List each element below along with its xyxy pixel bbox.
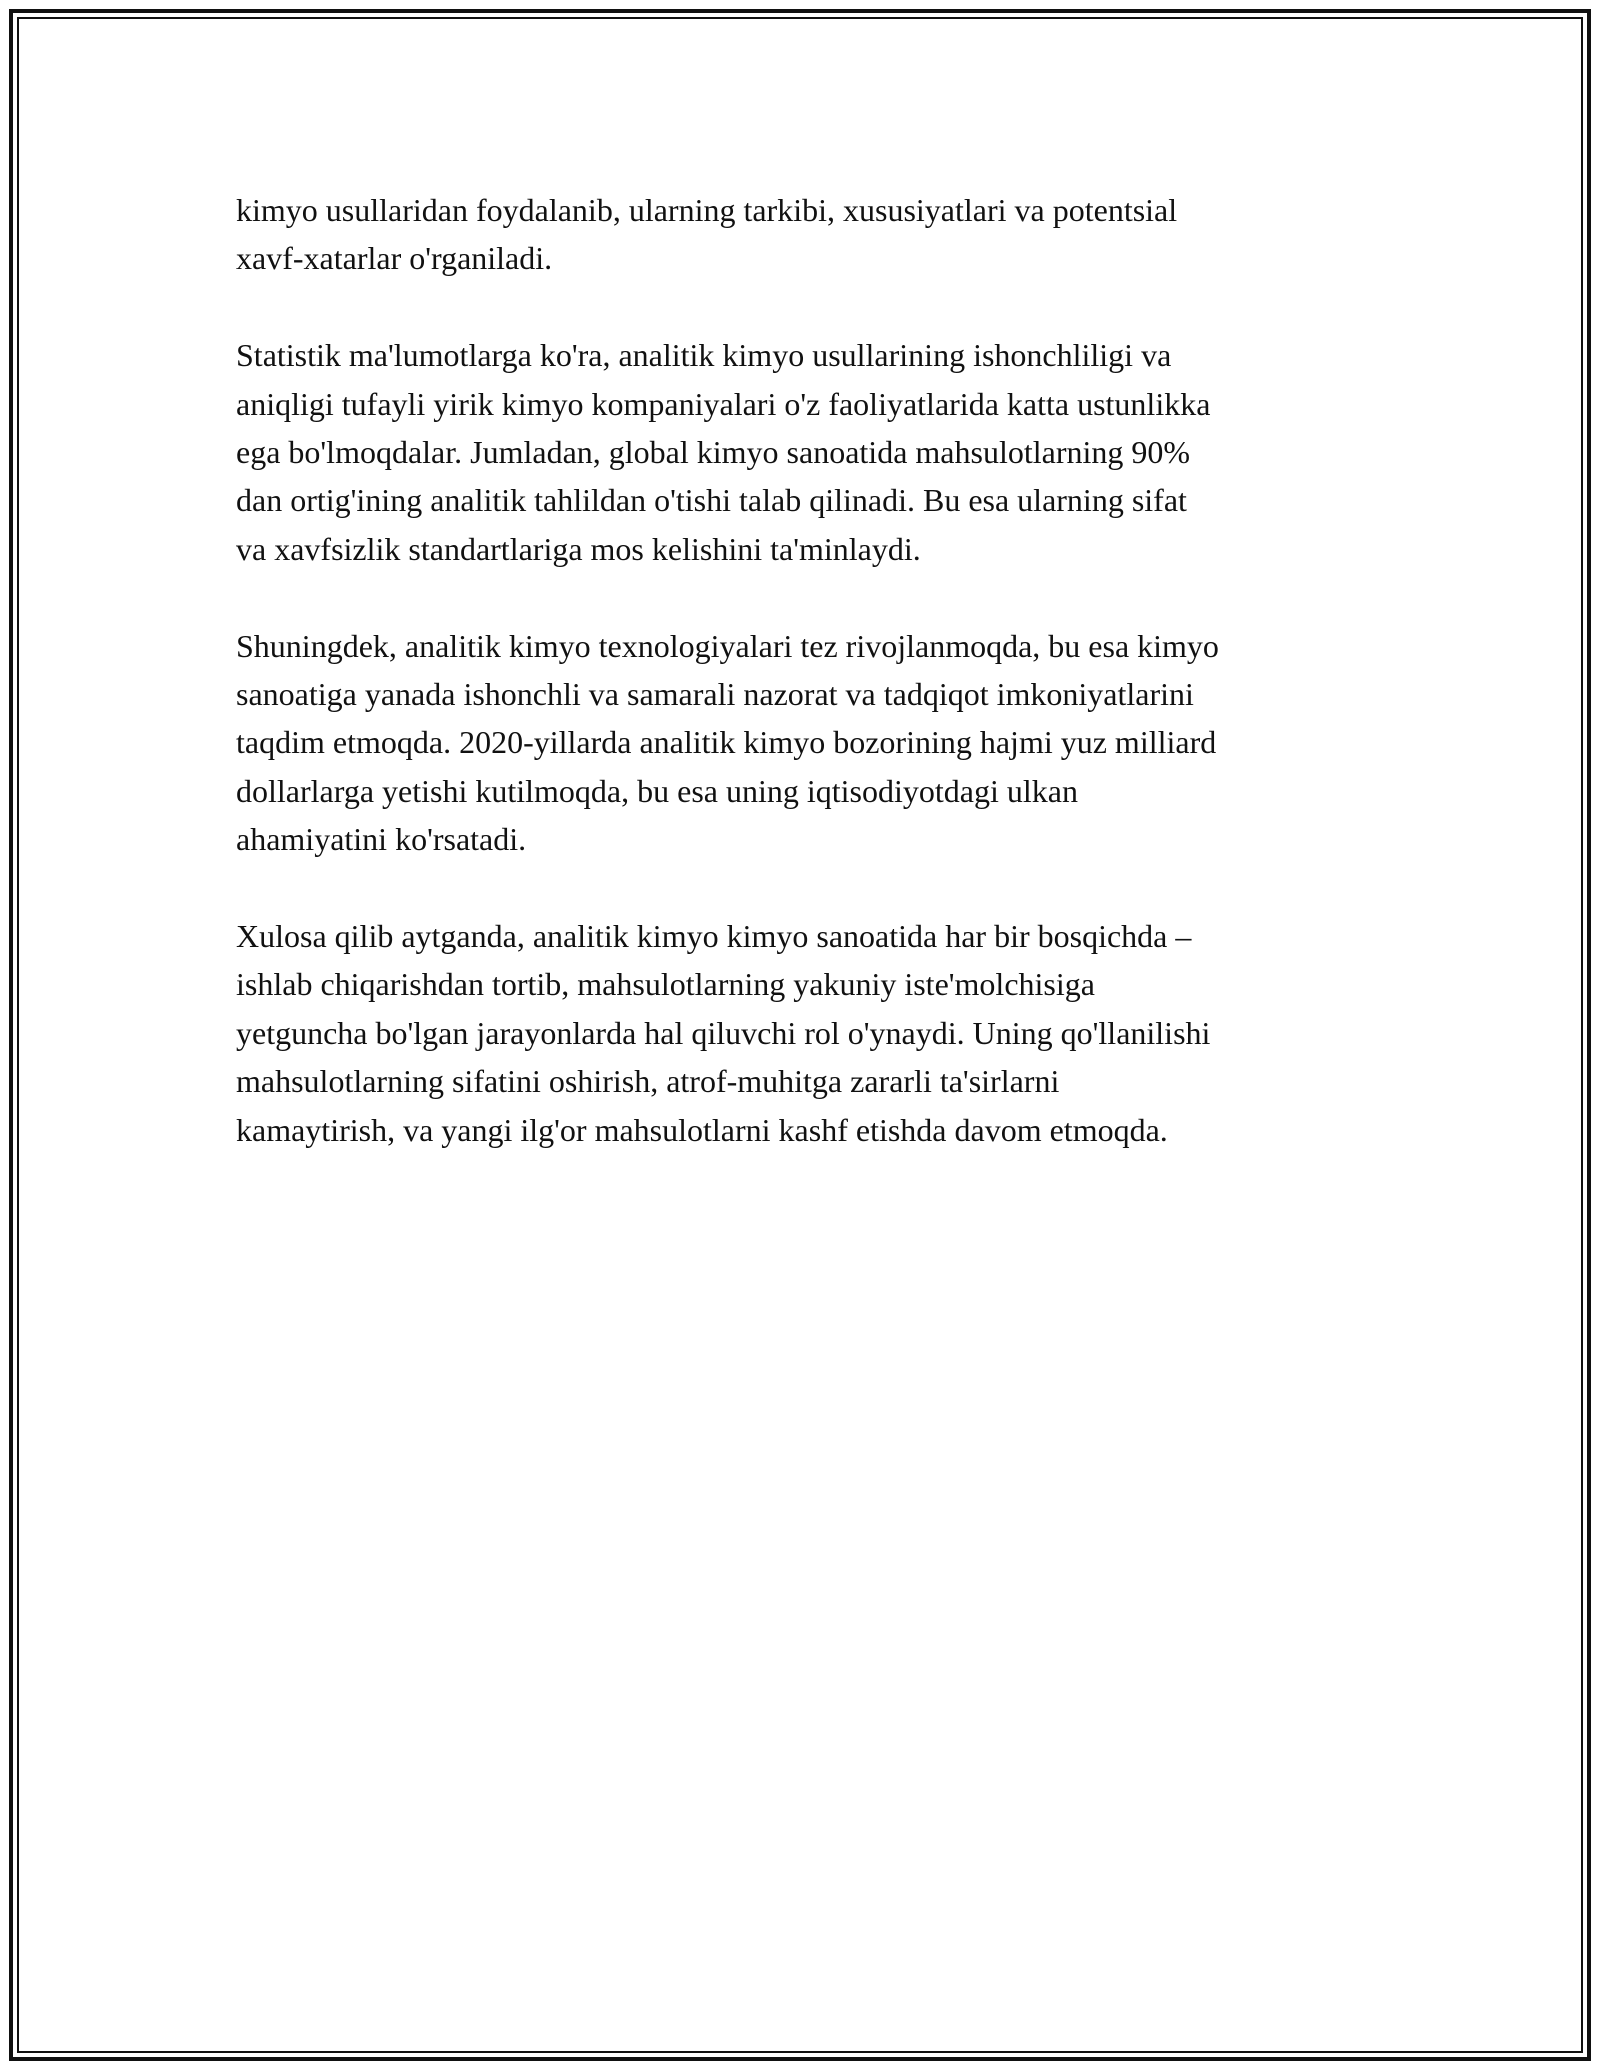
- text-line: Shuningdek, analitik kimyo texnologiyalari tez rivojlanmoqda, bu esa kimyo: [236, 627, 1219, 664]
- text-line: va xavfsizlik standartlariga mos kelishini ta'minlaydi.: [236, 530, 921, 567]
- text-line: xavf-xatarlar o'rganiladi.: [236, 240, 553, 277]
- text-line: taqdim etmoqda. 2020-yillarda analitik kimyo bozorining hajmi yuz milliard: [236, 724, 1217, 761]
- text-line: dan ortig'ining analitik tahlildan o'tishi talab qilinadi. Bu esa ularning sifat: [236, 482, 1187, 519]
- text-line: kamaytirish, va yangi ilg'or mahsulotlarni kashf etishda davom etmoqda.: [236, 1111, 1168, 1148]
- text-line: kimyo usullaridan foydalanib, ularning tarkibi, xususiyatlari va potentsial: [236, 192, 1178, 228]
- paragraph-2: [236, 331, 1376, 573]
- paragraph-3: [236, 622, 1376, 864]
- text-line: ishlab chiqarishdan tortib, mahsulotlarning yakuniy iste'molchisiga: [236, 966, 1095, 1003]
- text-line: ega bo'lmoqdalar. Jumladan, global kimyo sanoatida mahsulotlarning 90%: [236, 434, 1191, 471]
- document-body: [236, 186, 1376, 1202]
- text-line: mahsulotlarning sifatini oshirish, atrof-muhitga zararli ta'sirlarni: [236, 1063, 1060, 1100]
- text-line: Xulosa qilib aytganda, analitik kimyo kimyo sanoatida har bir bosqichda –: [236, 918, 1192, 955]
- text-line: aniqligi tufayli yirik kimyo kompaniyalari o'z faoliyatlarida katta ustunlikka: [236, 385, 1211, 422]
- text-line: dollarlarga yetishi kutilmoqda, bu esa uning iqtisodiyotdagi ulkan: [236, 772, 1078, 809]
- paragraph-4: [236, 912, 1376, 1154]
- paragraph-1: [236, 186, 1376, 283]
- text-line: ahamiyatini ko'rsatadi.: [236, 821, 527, 858]
- text-line: Statistik ma'lumotlarga ko'ra, analitik kimyo usullarining ishonchliligi va: [236, 337, 1172, 374]
- text-line: sanoatiga yanada ishonchli va samarali nazorat va tadqiqot imkoniyatlarini: [236, 676, 1194, 713]
- text-line: yetguncha bo'lgan jarayonlarda hal qiluvchi rol o'ynaydi. Uning qo'llanilishi: [236, 1014, 1211, 1051]
